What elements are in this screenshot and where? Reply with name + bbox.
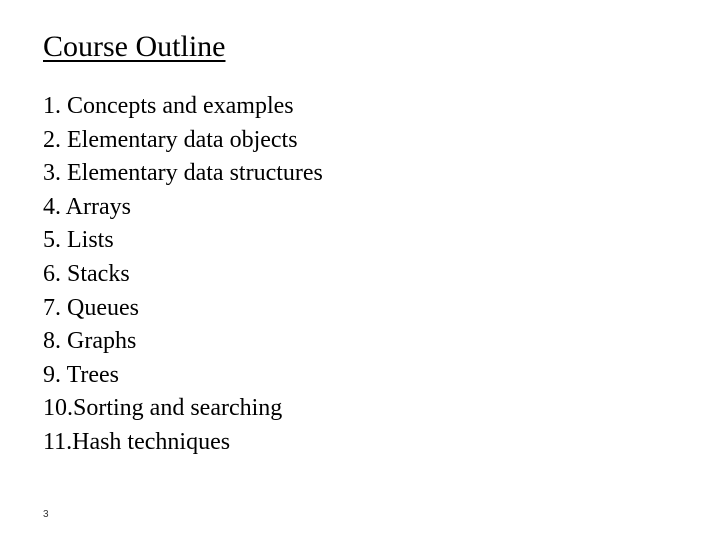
list-item: 11.Hash techniques [43,428,231,455]
list-item: 2. Elementary data objects [43,126,298,153]
list-item: 10.Sorting and searching [43,395,283,422]
list-item: 4. Arrays [43,193,131,220]
page-number: 3 [43,509,49,520]
slide-title: Course Outline [43,30,226,63]
list-item: 8. Graphs [43,328,137,355]
list-item: 6. Stacks [43,260,130,287]
list-item: 3. Elementary data structures [43,160,323,187]
outline-list [43,90,323,460]
list-item: 1. Concepts and examples [43,93,294,119]
list-item: 9. Trees [43,361,120,388]
list-item: 5. Lists [43,227,114,254]
list-item: 7. Queues [43,294,139,321]
